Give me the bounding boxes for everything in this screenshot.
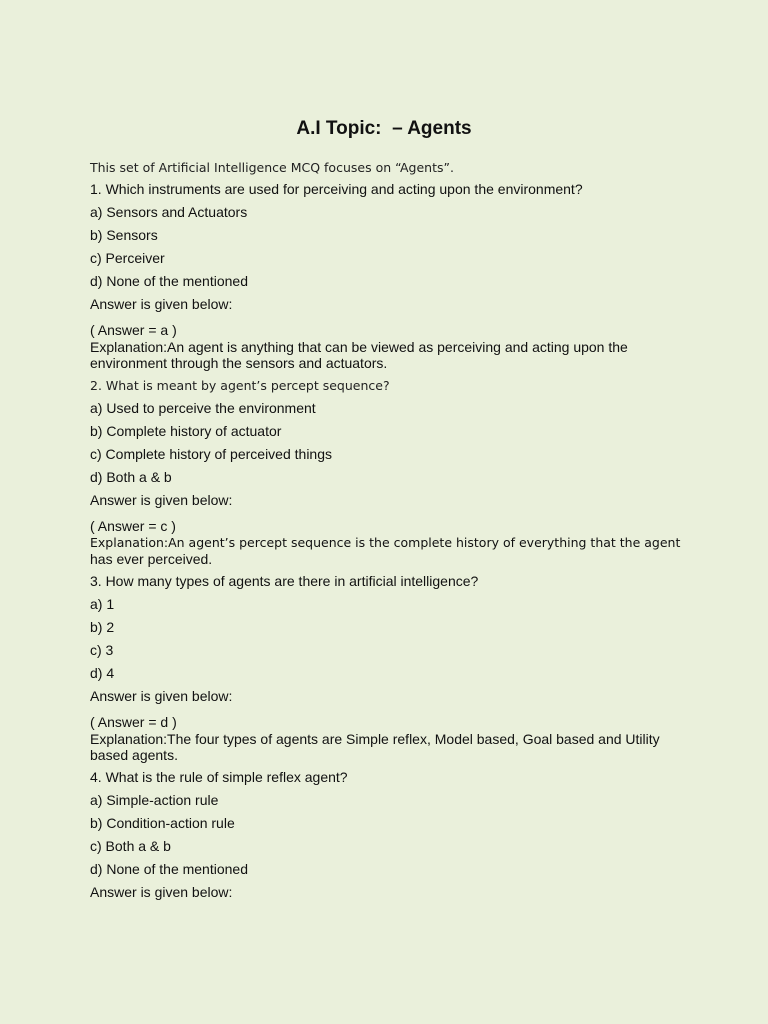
- explanation-line-2: environment through the sensors and actuators.: [90, 355, 388, 371]
- explanation-text: [90, 339, 710, 371]
- question-text: 2. What is meant by agent’s percept sequence?: [90, 378, 390, 393]
- answer-section: [90, 322, 710, 371]
- answer-prompt: Answer is given below:: [90, 884, 233, 900]
- answer-prompt: Answer is given below:: [90, 492, 233, 508]
- question-block-1: [90, 181, 710, 371]
- option-c: c) Perceiver: [90, 250, 165, 266]
- question-block-4: [90, 769, 710, 907]
- question-text: 1. Which instruments are used for perceiving and acting upon the environment?: [90, 181, 583, 197]
- explanation-line-2: has ever perceived.: [90, 551, 213, 567]
- option-b: b) 2: [90, 619, 115, 635]
- answer-text: ( Answer = d ): [90, 714, 177, 730]
- option-a: a) Sensors and Actuators: [90, 204, 248, 220]
- question-block-3: [90, 573, 710, 763]
- option-b: b) Complete history of actuator: [90, 423, 282, 439]
- explanation-line-2: based agents.: [90, 747, 178, 763]
- option-c: c) 3: [90, 642, 114, 658]
- answer-section: [90, 518, 710, 567]
- option-a: a) Used to perceive the environment: [90, 400, 316, 416]
- answer-prompt: Answer is given below:: [90, 296, 233, 312]
- answer-text: ( Answer = c ): [90, 518, 176, 534]
- option-c: c) Complete history of perceived things: [90, 446, 332, 462]
- intro-text: This set of Artificial Intelligence MCQ focuses on “Agents”.: [90, 160, 454, 175]
- explanation-line-1: Explanation:An agent’s percept sequence is the complete history of everything that the agent: [90, 535, 681, 550]
- explanation-text: [90, 731, 710, 763]
- answer-prompt: Answer is given below:: [90, 688, 233, 704]
- option-d: d) 4: [90, 665, 115, 681]
- option-a: a) Simple-action rule: [90, 792, 219, 808]
- question-block-2: [90, 377, 710, 567]
- question-text: 4. What is the rule of simple reflex agent?: [90, 769, 348, 785]
- option-c: c) Both a & b: [90, 838, 171, 854]
- option-b: b) Sensors: [90, 227, 158, 243]
- answer-text: ( Answer = a ): [90, 322, 177, 338]
- option-d: d) Both a & b: [90, 469, 172, 485]
- explanation-line-1: Explanation:The four types of agents are Simple reflex, Model based, Goal based and Utility: [90, 731, 660, 747]
- answer-section: [90, 714, 710, 763]
- question-text: 3. How many types of agents are there in artificial intelligence?: [90, 573, 479, 589]
- mcq-content: [90, 159, 710, 907]
- option-d: d) None of the mentioned: [90, 861, 248, 877]
- explanation-text: [90, 535, 710, 567]
- explanation-line-1: Explanation:An agent is anything that can be viewed as perceiving and acting upon the: [90, 339, 628, 355]
- option-a: a) 1: [90, 596, 115, 612]
- page-title: A.I Topic: – Agents: [296, 118, 472, 139]
- option-b: b) Condition-action rule: [90, 815, 235, 831]
- option-d: d) None of the mentioned: [90, 273, 248, 289]
